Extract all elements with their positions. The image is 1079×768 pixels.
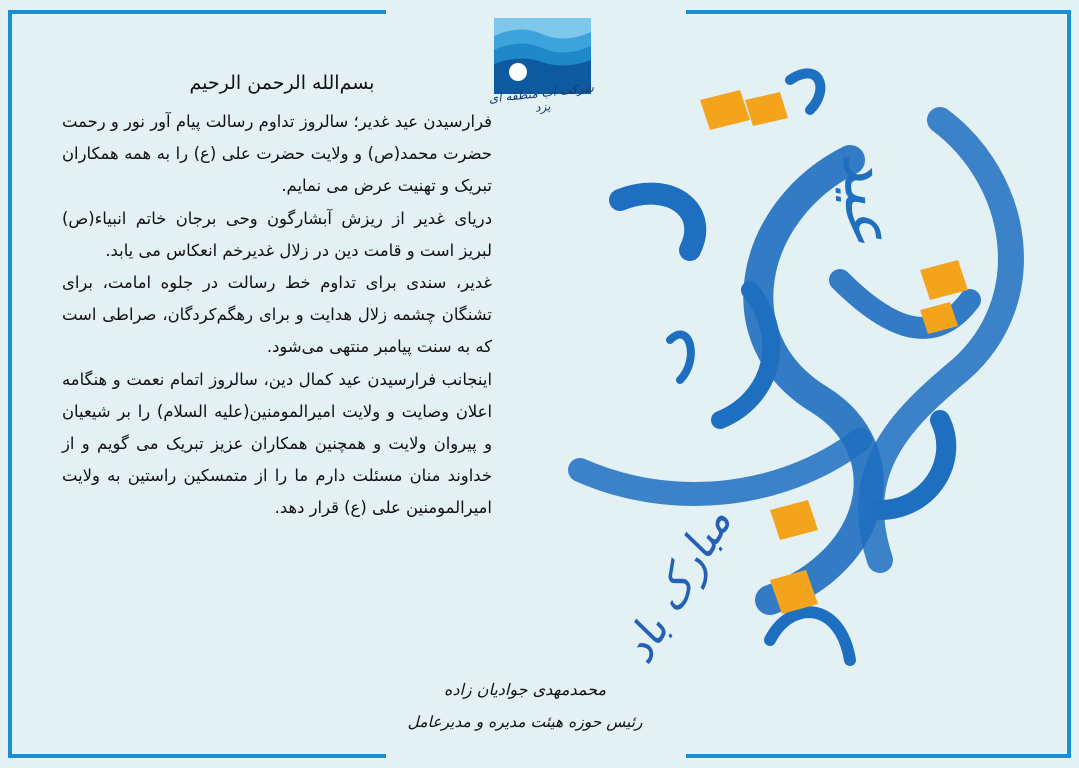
logo-caption: شرکت آب منطقه ای یزد: [488, 80, 595, 115]
frame-left: [8, 10, 12, 758]
ghadir-calligraphy-artwork: [520, 40, 1060, 740]
signature-title: رئیس حوزه هیئت مدیره و مدیرعامل: [407, 713, 643, 731]
frame-top-left: [8, 10, 386, 14]
calligraphy-eid-word: عید: [828, 150, 909, 247]
letter-paragraph: فرارسیدن عید غدیر؛ سالروز تداوم رسالت پیام آور نور و رحمت حضرت محمد(ص) و ولایت حضرت علی (ع) را به همه همکاران تبریک و تهنیت عرض می نمایم.: [62, 112, 492, 196]
basmala-heading: بسم‌الله الرحمن الرحیم: [189, 72, 375, 94]
letter-paragraph: غدیر، سندی برای تداوم خط رسالت در جلوه امامت، برای تشنگان چشمه زلال هدایت و برای رهگم‌کردگان، صراطی است که به سنت پیامبر منتهی می‌شود.: [62, 273, 492, 357]
signature-name: محمدمهدی جوادیان زاده: [443, 680, 607, 699]
frame-top-right: [686, 10, 1071, 14]
frame-right: [1067, 10, 1071, 758]
frame-bottom-left: [8, 754, 386, 758]
calligraphy-mobarak-bad: مبارک باد: [612, 499, 742, 672]
frame-bottom-right: [686, 754, 1071, 758]
letter-paragraph: دریای غدیر از ریزش آبشارگون وحی برجان خاتم انبیاء(ص) لبریز است و قامت دین در زلال غدیرخم انعکاس می یابد.: [62, 208, 492, 260]
letter-body: [62, 72, 492, 525]
letter-paragraph: اینجانب فرارسیدن عید کمال دین، سالروز اتمام نعمت و هنگامه اعلان وصایت و ولایت امیرالمومنین(علیه السلام) را بر شیعیان و پیروان ولایت و همچنین همکاران عزیز تبریک می گویم و از خداوند منان مسئلت دارم ما را از متمسکین راستین به ولایت امیرالمومنین علی (ع) قرار دهد.: [62, 369, 492, 518]
